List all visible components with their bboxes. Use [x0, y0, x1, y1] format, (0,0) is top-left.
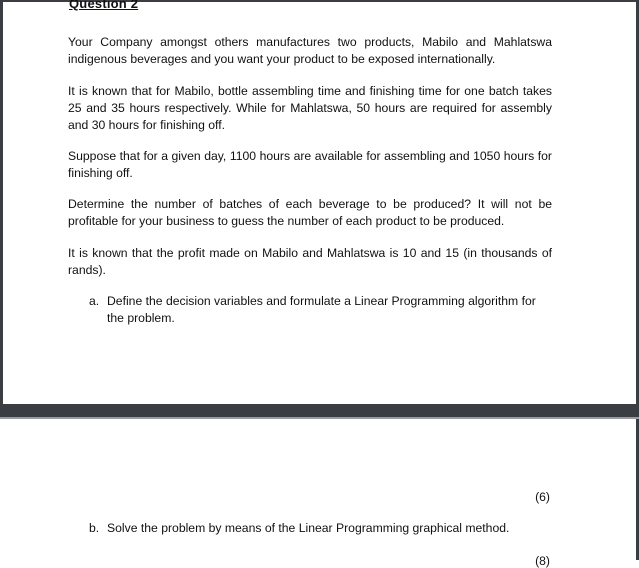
document-page-1 — [3, 2, 636, 404]
page-separator — [0, 404, 639, 417]
paragraph-production-times: It is known that for Mabilo, bottle assembling time and finishing time for one batch takes 25 and 35 hours respectively. While for Mahlatswa, 50 hours are required for assembly and 30 hours for finishing off. — [68, 84, 552, 132]
sub-question-b-letter: b. — [89, 521, 100, 535]
sub-question-a-text: Define the decision variables and formulate a Linear Programming algorithm for the problem. — [107, 294, 536, 325]
paragraph-profit: It is known that the profit made on Mabilo and Mahlatswa is 10 and 15 (in thousands of rands). — [68, 246, 552, 277]
document-page-2 — [3, 419, 636, 568]
sub-question-b-marks: (8) — [535, 554, 550, 568]
question-heading: Question 2 — [69, 0, 139, 11]
sub-question-b-text: Solve the problem by means of the Linear Programming graphical method. — [107, 521, 510, 535]
sub-question-a-marks: (6) — [535, 490, 550, 504]
sub-question-a-letter: a. — [89, 294, 100, 308]
paragraph-determine-batches: Determine the number of batches of each beverage to be produced? It will not be profitable for your business to guess the number of each product to be produced. — [68, 197, 552, 228]
paragraph-available-hours: Suppose that for a given day, 1100 hours are available for assembling and 1050 hours for finishing off. — [68, 149, 552, 180]
paragraph-company: Your Company amongst others manufactures two products, Mabilo and Mahlatswa indigenous beverages and you want your product to be exposed internationally. — [68, 35, 552, 66]
